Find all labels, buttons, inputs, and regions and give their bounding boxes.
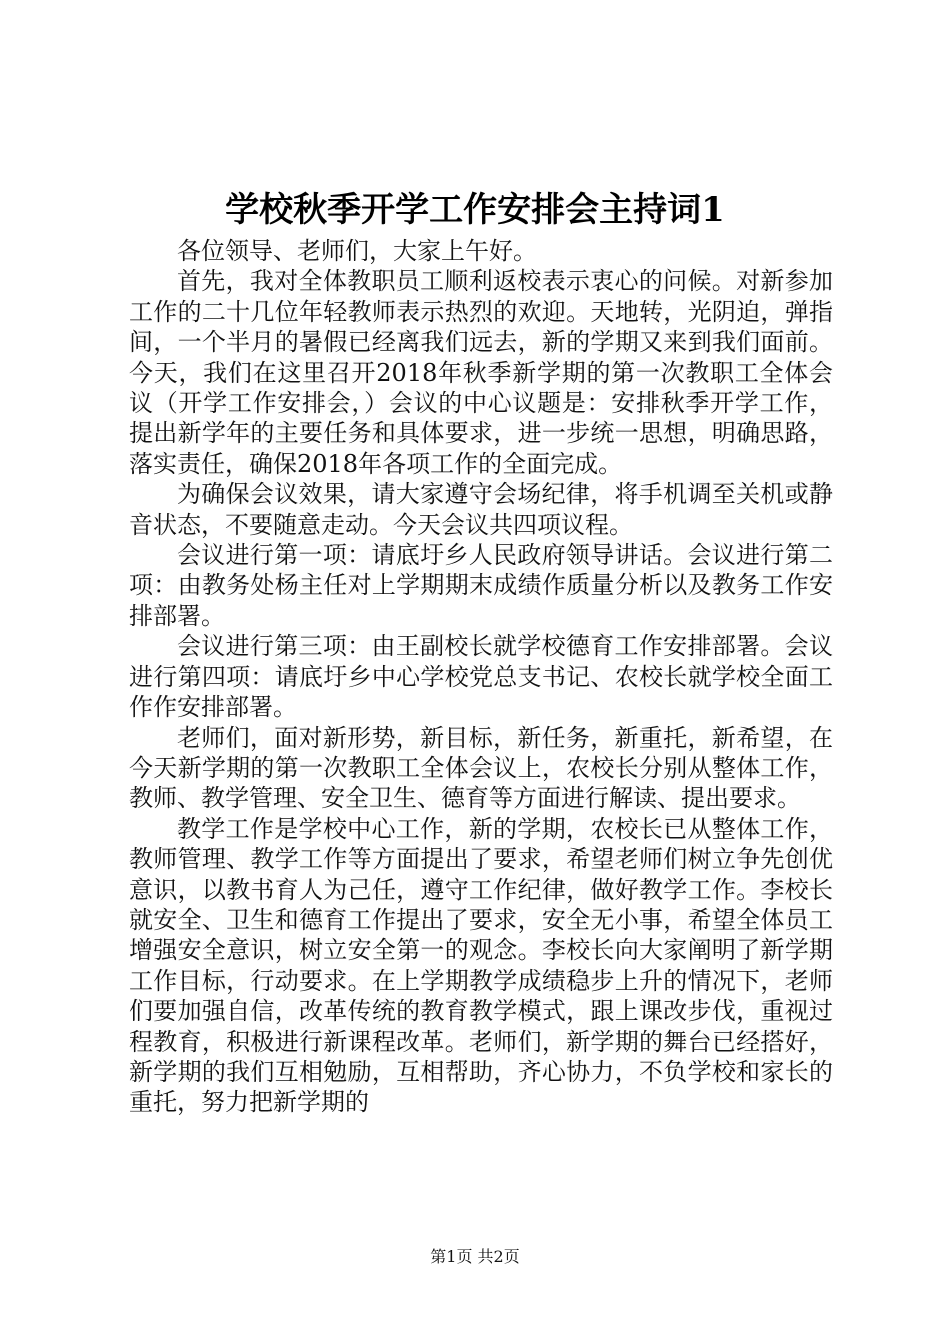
document-title: 学校秋季开学工作安排会主持词1 <box>225 190 725 230</box>
page-footer: 第1页 共2页 <box>430 1247 520 1266</box>
paragraph-discipline: 为确保会议效果，请大家遵守会场纪律，将手机调至关机或静音状态，不要随意走动。今天会议共四项议程。 <box>129 480 833 539</box>
paragraph-agenda-1-2: 会议进行第一项：请底圩乡人民政府领导讲话。会议进行第二项：由教务处杨主任对上学期期末成绩作质量分析以及教务工作安排部署。 <box>129 541 833 630</box>
paragraph-opening: 首先，我对全体教职员工顺利返校表示衷心的问候。对新参加工作的二十几位年轻教师表示热烈的欢迎。天地转，光阴迫，弹指间，一个半月的暑假已经离我们远去，新的学期又来到我们面前。今天，我们在这里召开2018年秋季新学期的第一次教职工全体会议（开学工作安排会，）会议的中心议题是：安排秋季开学工作，提出新学年的主要任务和具体要求，进一步统一思想，明确思路，落实责任，确保2018年各项工作的全面完成。 <box>129 267 833 478</box>
paragraph-summary: 老师们，面对新形势，新目标，新任务，新重托，新希望，在今天新学期的第一次教职工全体会议上，农校长分别从整体工作，教师、教学管理、安全卫生、德育等方面进行解读、提出要求。 <box>129 723 833 813</box>
document-body <box>129 236 833 1118</box>
paragraph-agenda-3-4: 会议进行第三项：由王副校长就学校德育工作安排部署。会议进行第四项：请底圩乡中心学校党总支书记、农校长就学校全面工作作安排部署。 <box>129 632 833 722</box>
paragraph-teaching-work: 教学工作是学校中心工作，新的学期，农校长已从整体工作，教师管理、教学工作等方面提出了要求，希望老师们树立争先创优意识，以教书育人为己任，遵守工作纪律，做好教学工作。李校长就安全、卫生和德育工作提出了要求，安全无小事，希望全体员工增强安全意识，树立安全第一的观念。李校长向大家阐明了新学期工作目标，行动要求。在上学期教学成绩稳步上升的情况下，老师们要加强自信，改革传统的教育教学模式，跟上课改步伐，重视过程教育，积极进行新课程改革。老师们，新学期的舞台已经搭好，新学期的我们互相勉励，互相帮助，齐心协力，不负学校和家长的重托，努力把新学期的 <box>129 814 833 1117</box>
paragraph-greeting: 各位领导、老师们，大家上午好。 <box>177 237 537 265</box>
